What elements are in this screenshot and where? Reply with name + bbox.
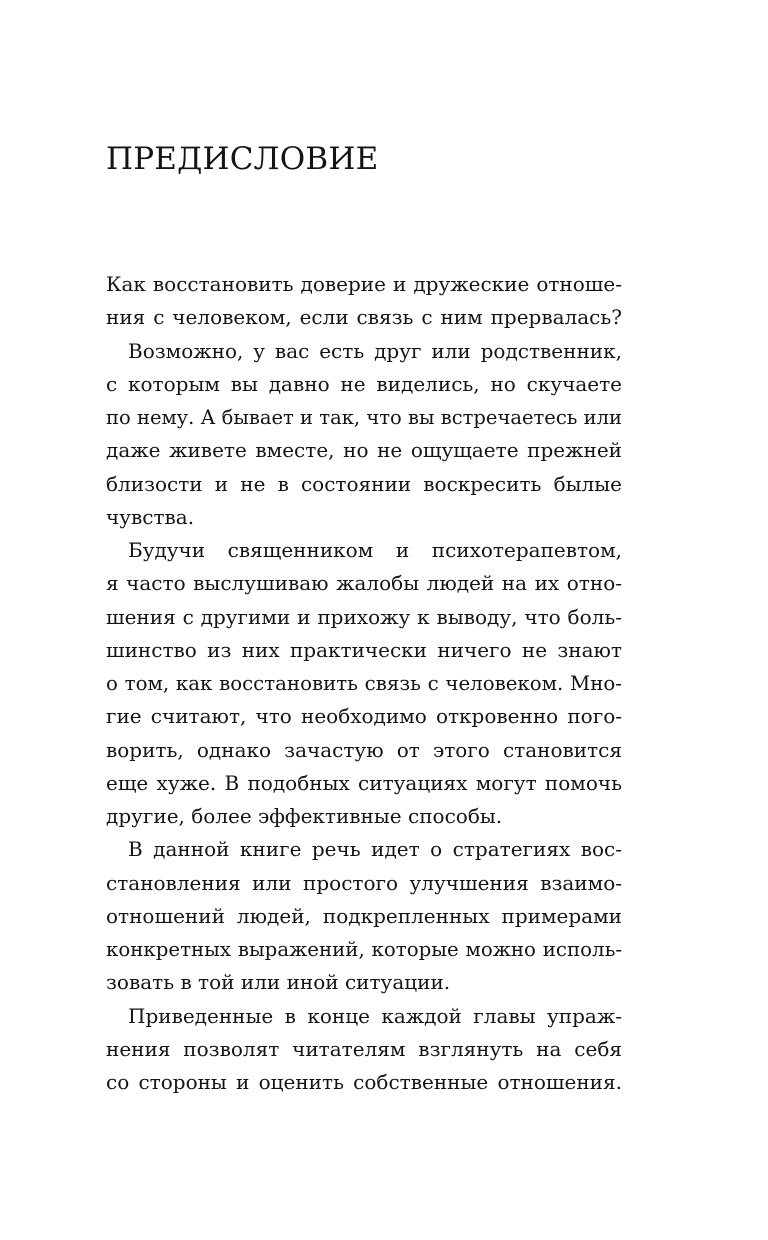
text-line: чувства. — [106, 504, 195, 529]
text-line: даже живете вместе, но не ощущаете прежней — [106, 438, 622, 463]
text-line: Как восстановить доверие и дружеские отноше- — [106, 272, 622, 296]
text-line: Будучи священником и психотерапевтом, — [128, 538, 622, 562]
text-line: я часто выслушиваю жалобы людей на их отно- — [106, 571, 622, 596]
text-line: шинство из них практически ничего не знают — [106, 637, 622, 662]
text-line: отношений людей, подкрепленных примерами — [106, 903, 622, 928]
text-line: по нему. А бывает и так, что вы встречаетесь или — [106, 406, 622, 429]
text-line: конкретных выражений, которые можно исполь- — [106, 938, 622, 961]
text-line: еще хуже. В подобных ситуациях могут помочь — [106, 770, 622, 795]
text-line: зовать в той или иной ситуации. — [106, 970, 451, 995]
preface-text — [106, 268, 622, 1099]
text-line: шения с другими и прихожу к выводу, что боль- — [106, 604, 622, 629]
text-line: Приведенные в конце каждой главы упраж- — [128, 1003, 622, 1028]
text-line: с которым вы давно не виделись, но скучаете — [106, 371, 622, 396]
text-line: о том, как восстановить связь с человеком. Мно- — [106, 672, 622, 695]
text-line: ворить, однако зачастую от этого становится — [106, 737, 622, 762]
page-title: ПРЕДИСЛОВИЕ — [106, 141, 379, 177]
text-line: ния с человеком, если связь с ним прервалась? — [106, 305, 622, 330]
text-line: другие, более эффективные способы. — [106, 804, 503, 828]
text-line: гие считают, что необходимо откровенно пого- — [106, 704, 622, 729]
text-line: со стороны и оценить собственные отношения. — [106, 1070, 622, 1094]
text-line: становления или простого улучшения взаимо- — [106, 870, 622, 895]
text-line: нения позволят читателям взглянуть на себя — [106, 1036, 622, 1061]
text-line: В данной книге речь идет о стратегиях вос- — [128, 837, 622, 862]
text-line: Возможно, у вас есть друг или родственник, — [128, 338, 622, 363]
text-line: близости и не в состоянии воскресить былые — [106, 471, 622, 496]
